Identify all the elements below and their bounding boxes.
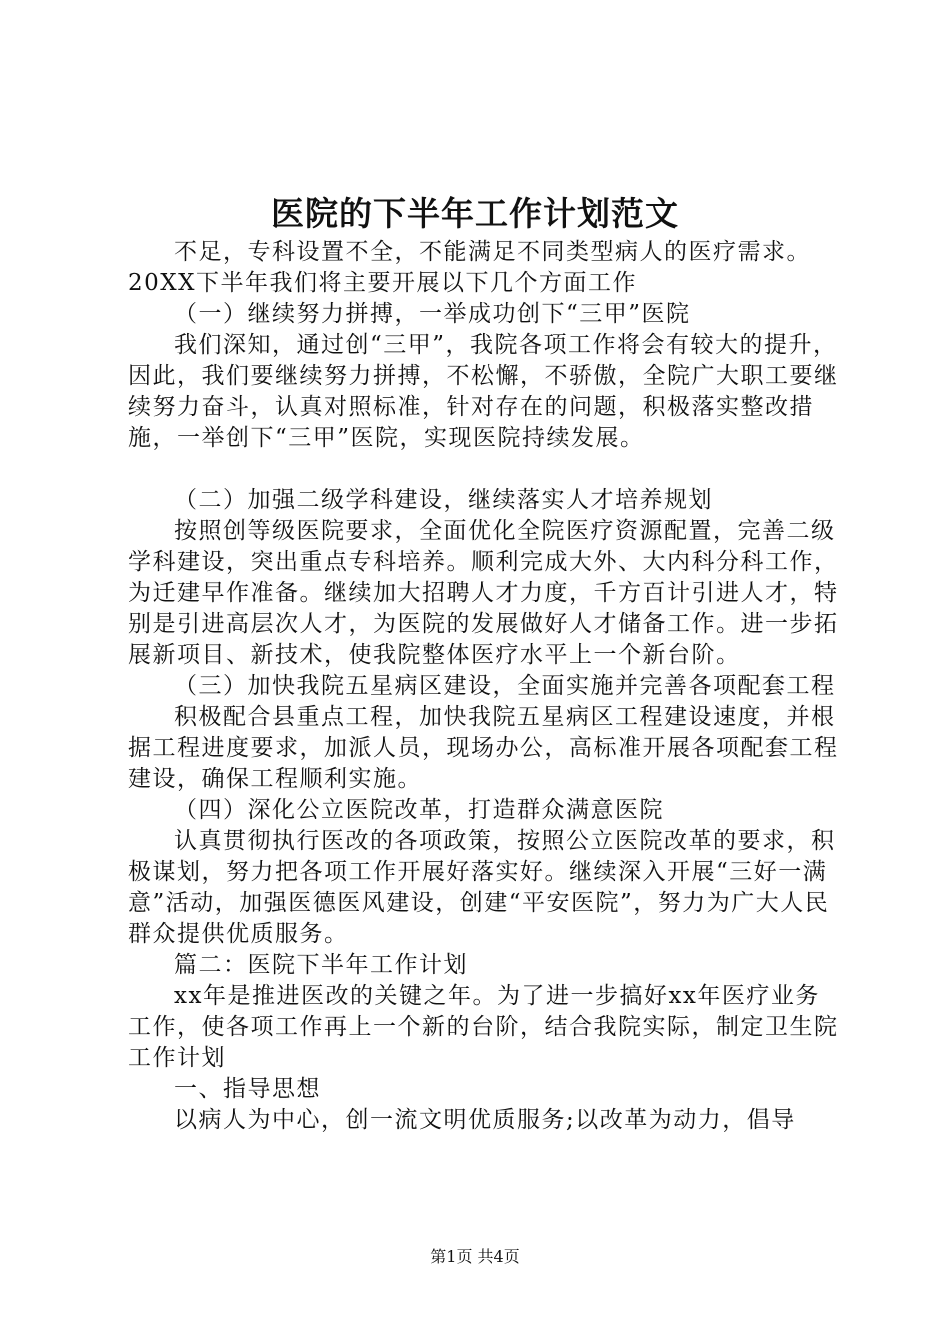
section-heading-3: （三）加快我院五星病区建设，全面实施并完善各项配套工程 xyxy=(174,673,836,699)
paragraph: 认真贯彻执行医改的各项政策，按照公立医院改革的要求，积极谋划，努力把各项工作开展好落实好。继续深入开展“三好一满意”活动，加强医德医风建设，创建“平安医院”，努力为广大人民群众提供优质服务。 xyxy=(128,828,836,947)
section-heading-1: （一）继续努力拼搏，一举成功创下“三甲”医院 xyxy=(174,301,691,327)
section-heading-4: （四）深化公立医院改革，打造群众满意医院 xyxy=(174,797,664,823)
document-title: 医院的下半年工作计划范文 xyxy=(271,194,679,233)
subsection-heading: 一、指导思想 xyxy=(174,1076,321,1102)
part-heading: 篇二：医院下半年工作计划 xyxy=(174,952,468,978)
paragraph: 不足，专科设置不全，不能满足不同类型病人的医疗需求。20XX下半年我们将主要开展以下几个方面工作 xyxy=(128,239,811,296)
paragraph: xx年是推进医改的关键之年。为了进一步搞好xx年医疗业务工作，使各项工作再上一个新的台阶，结合我院实际，制定卫生院工作计划 xyxy=(128,983,839,1071)
paragraph: 按照创等级医院要求，全面优化全院医疗资源配置，完善二级学科建设，突出重点专科培养。顺利完成大外、大内科分科工作，为迁建早作准备。继续加大招聘人才力度，千方百计引进人才，特别是引进高层次人才，为医院的发展做好人才储备工作。进一步拓展新项目、新技术，使我院整体医疗水平上一个新台阶。 xyxy=(128,518,839,668)
page-footer: 第1页 共4页 xyxy=(430,1247,520,1266)
section-heading-2: （二）加强二级学科建设，继续落实人才培养规划 xyxy=(174,487,713,513)
document-body xyxy=(128,237,840,1136)
paragraph: 以病人为中心，创一流文明优质服务;以改革为动力，倡导 xyxy=(174,1107,796,1133)
paragraph: 积极配合县重点工程，加快我院五星病区工程建设速度，并根据工程进度要求，加派人员，现场办公，高标准开展各项配套工程建设，确保工程顺利实施。 xyxy=(128,704,839,792)
paragraph: 我们深知，通过创“三甲”，我院各项工作将会有较大的提升，因此，我们要继续努力拼搏，不松懈，不骄傲，全院广大职工要继续努力奋斗，认真对照标准，针对存在的问题，积极落实整改措施，一举创下“三甲”医院，实现医院持续发展。 xyxy=(128,332,839,451)
